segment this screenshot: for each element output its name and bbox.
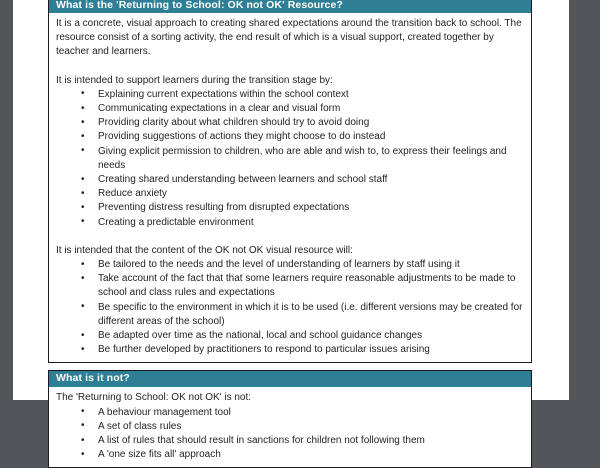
section-heading-what-is-it-not: What is it not?: [49, 371, 531, 387]
list-item: • Giving explicit permission to children, who are able and wish to, to express their feelings and needs: [56, 145, 525, 173]
list-item: • Providing clarity about what children should try to avoid doing: [56, 116, 525, 130]
list-item: • Reduce anxiety: [56, 187, 525, 201]
bullet-list-what-is-it-not: [56, 406, 525, 463]
bullet-list-transition-stage: [56, 88, 525, 230]
viewer-left-gutter: [0, 0, 13, 400]
list-item: • Take account of the fact that that some learners require reasonable adjustments to be made to school and class rules and expectations: [56, 272, 525, 300]
list-item: • Creating a predictable environment: [56, 216, 525, 230]
list-item: • A set of class rules: [56, 420, 525, 434]
list-item: • A behaviour management tool: [56, 406, 525, 420]
lead-in-resource-content: It is intended that the content of the OK not OK visual resource will:: [56, 244, 353, 256]
section-gap: [48, 363, 532, 370]
lead-in-what-is-it-not: The 'Returning to School: OK not OK' is not:: [56, 392, 252, 404]
page-content-area: [48, 0, 532, 468]
list-item: • A 'one size fits all' approach: [56, 448, 525, 462]
list-item: • Explaining current expectations within the school context: [56, 88, 525, 102]
section-what-is-resource: [48, 0, 532, 363]
lead-in-transition-stage: It is intended to support learners during the transition stage by:: [56, 74, 333, 86]
list-item: • A list of rules that should result in sanctions for children not following them: [56, 434, 525, 448]
section-what-is-it-not: [48, 370, 532, 468]
list-item: • Preventing distress resulting from disrupted expectations: [56, 201, 525, 215]
intro-paragraph: It is a concrete, visual approach to creating shared expectations around the transition back to school. The resource consist of a sorting activity, the end result of which is a visual support, created together by teacher and learners.: [56, 18, 522, 58]
list-item: • Be tailored to the needs and the level of understanding of learners by staff using it: [56, 258, 525, 272]
document-page: [13, 0, 569, 461]
viewer-right-gutter: [569, 0, 600, 400]
bullet-list-resource-content: [56, 258, 525, 357]
list-item: • Creating shared understanding between learners and school staff: [56, 173, 525, 187]
list-item: • Be specific to the environment in which it is to be used (i.e. different versions may be created for different areas of the school): [56, 301, 525, 329]
section-body-what-is-it-not: [49, 387, 531, 467]
list-item: • Be adapted over time as the national, local and school guidance changes: [56, 329, 525, 343]
list-item: • Be further developed by practitioners to respond to particular issues arising: [56, 343, 525, 357]
list-item: • Providing suggestions of actions they might choose to do instead: [56, 130, 525, 144]
section-body-what-is-resource: [49, 13, 531, 362]
list-item: • Communicating expectations in a clear and visual form: [56, 102, 525, 116]
section-heading-what-is-resource: What is the 'Returning to School: OK not OK' Resource?: [49, 0, 531, 13]
